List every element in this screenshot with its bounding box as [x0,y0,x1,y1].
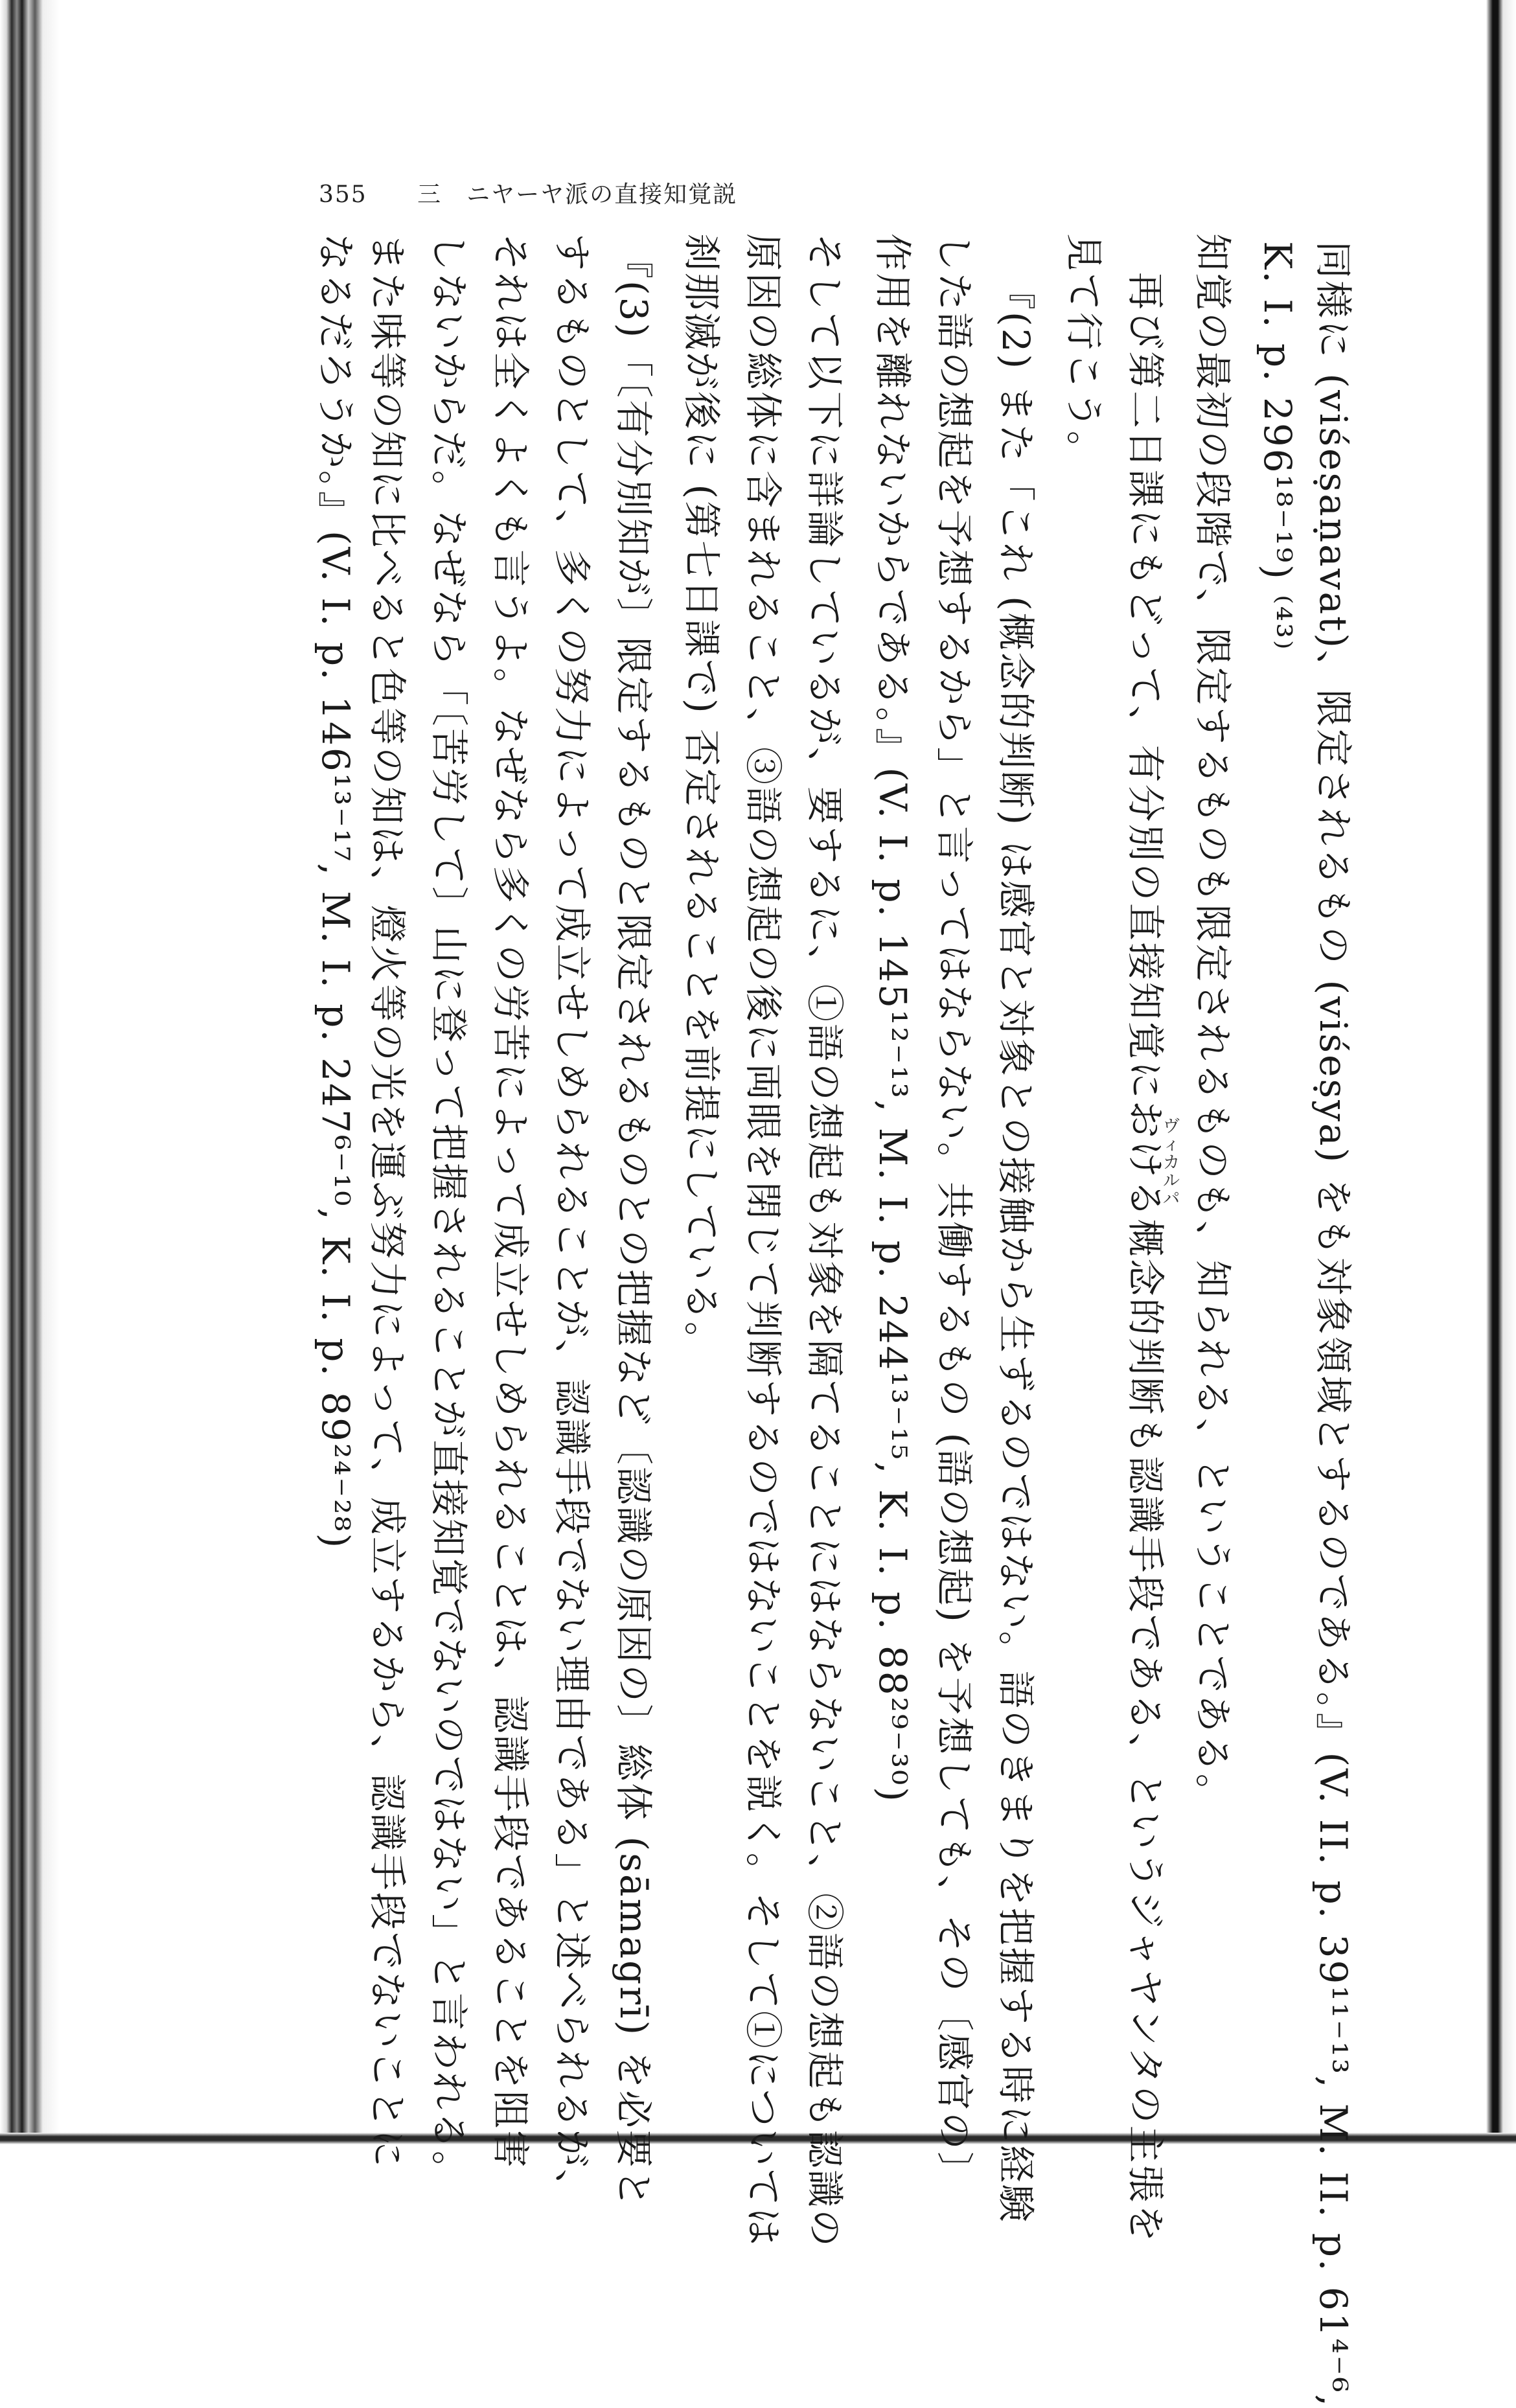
text-line: それは全くよくも言うよ。なぜなら多くの労苦によって成立せしめられることは、認識手段であることを阻害 [488,233,533,2170]
text-line: 『(3)「〔有分別知が〕限定するものと限定されるものとの把握など〔認識の原因の〕総体 (sāmagrī) を必要と [612,241,656,2209]
page-number: 355 [319,181,367,208]
text-line: 刹那滅が後に (第七日課で) 否定されることを前提にしている。 [680,233,724,1362]
text-line: 再び第二日課にもどって、有分別の直接知覚における概念的判断も認識手段である、というジャヤンタの主張を [1123,272,1167,2244]
text-line: 『(2) また「これ (概念的判断) は感官と対象との接触から生ずるのではない。語のきまりを把握する時に経験 [994,272,1038,2224]
text-line: した語の想起を予想するから」と言ってはならない。共働するもの (語の想起) を予想しても、その〔感官の〕 [932,233,976,2192]
text-line: 原因の総体に含まれること、③語の想起の後に両眼を閉じて判断するのではないことを説く。そして①については [741,233,785,2247]
binding-edge-left [0,0,60,2144]
text-line: するものとして、多くの努力によって成立せしめられることが、認識手段でない理由である」と述べられるが、 [550,233,594,2208]
running-header [319,176,737,209]
body-text-block [311,233,1361,2408]
text-line: そして以下に詳論しているが、要するに、①語の想起も対象を隔てることにはならないこと、②語の想起も認識の [803,233,847,2249]
text-line: 作用を離れないからである。』(V. I. p. 145¹²⁻¹³, M. I. p. 244¹³⁻¹⁵, K. I. p. 88²⁹⁻³⁰) [871,233,915,1804]
text-line: K. I. p. 296¹⁸⁻¹⁹) ⁽⁴³⁾ [1256,241,1300,652]
text-line: 見て行こう。 [1062,233,1106,471]
binding-edge-right [1477,0,1516,2144]
text-line: しないからだ。なぜなら「〔苦労して〕山に登って把握されることが直接知覚でないのではない」と言われる。 [427,233,471,2191]
section-title: 三 ニヤーヤ派の直接知覚説 [417,181,738,208]
text-line: なるだろうか。』(V. I. p. 146¹³⁻¹⁷, M. I. p. 247⁶⁻¹⁰, K. I. p. 89²⁴⁻²⁸) [314,233,358,1550]
text-line: また味等の知に比べると色等の知は、燈火等の光を運ぶ努力によって、成立するから、認識手段でないことに [365,233,409,2169]
text-line: 知覚の最初の段階で、限定するものも限定されるものも、知られる、ということである。 [1191,233,1235,1813]
ruby-annotation: ヴィカルパ [1163,1117,1180,1209]
text-line: 同様に (viśeṣaṇavat)、限定されるもの (viśeṣya) をも対象領域とするのである。』(V. II. p. 39¹¹⁻¹³, M. II. p. 61⁴⁻⁶, [1311,241,1355,2408]
